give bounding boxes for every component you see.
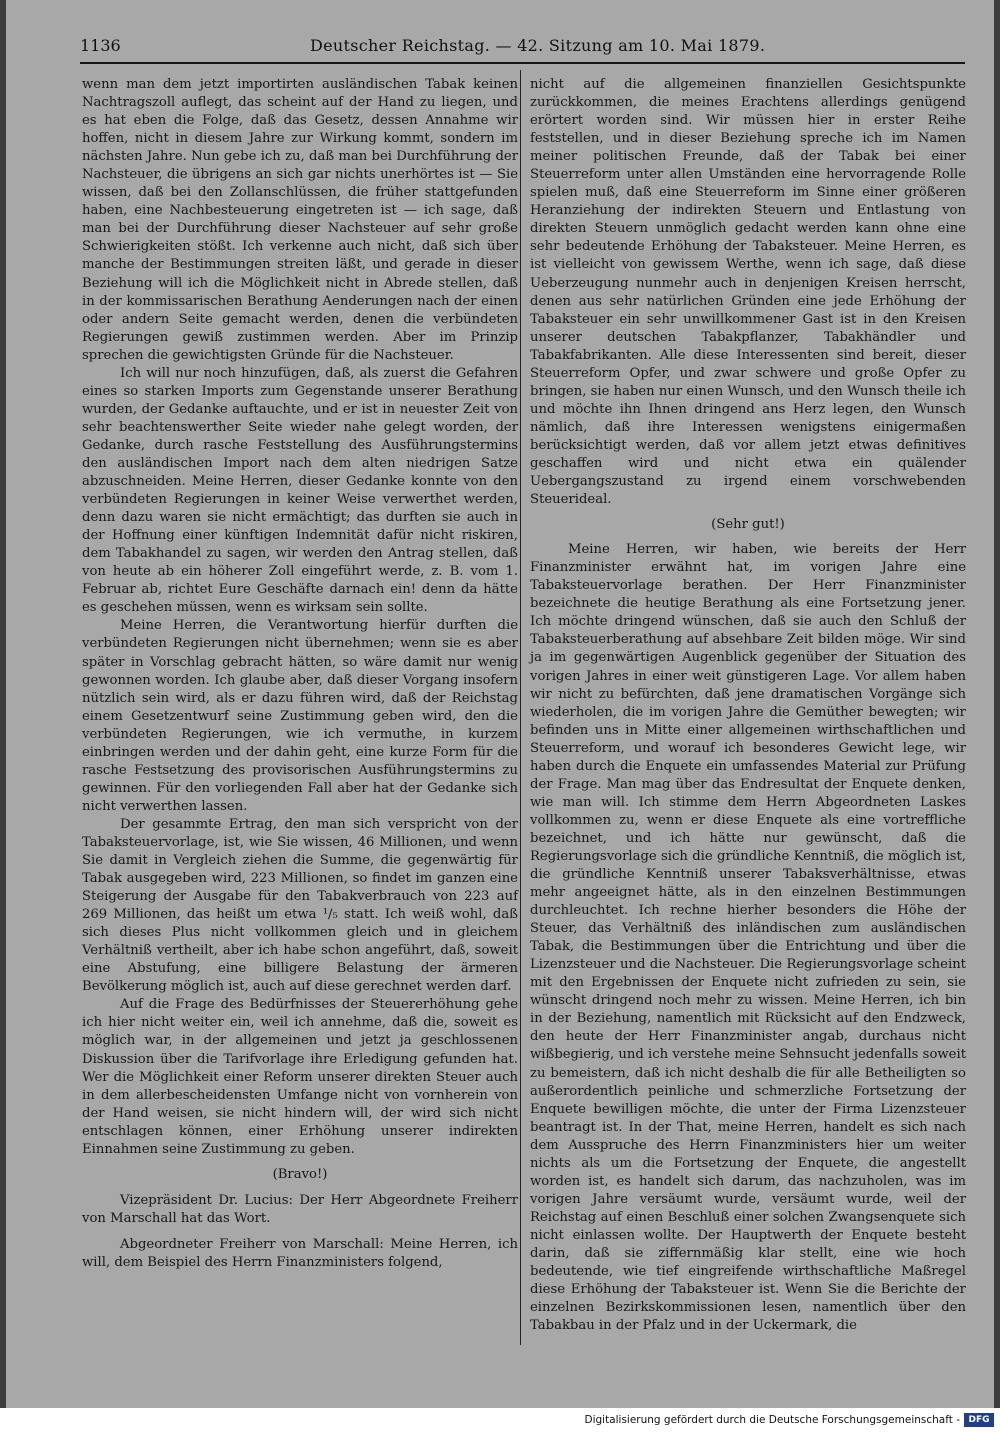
left-paragraph-5: Auf die Frage des Bedürfnisses der Steuererhöhung gehe ich hier nicht weiter ein, weil ich annehme, daß die, soweit es möglich war, in der allgemeinen und jetzt ja geschlossenen Diskussion über die Tarifvorlage ihre Erledigung gefunden hat. Wer die Möglichkeit einer Reform unserer direkten Steuer auch in dem allerbescheidensten Umfange nicht von vornherein von der Hand weisen, sie nicht hindern will, der wird sich nicht entschlagen können, einer Erhöhung unserer indirekten Einnahmen seine Zustimmung zu geben. xyxy=(82,997,518,1157)
left-paragraph-4: Der gesammte Ertrag, den man sich verspricht von der Tabaksteuervorlage, ist, wie Sie wissen, 46 Millionen, und wenn Sie damit in Vergleich ziehen die Summe, die gegenwärtig für Tabak ausgegeben wird, 223 Millionen, so findet im ganzen eine Steigerung der Ausgabe für den Tabakverbrauch von 223 auf 269 Millionen, das heißt um etwa ¹/₅ statt. Ich weiß wohl, daß sich dieses Plus nicht vollkommen gleich und in gleichem Verhältniß vertheilt, aber ich habe schon angeführt, daß, soweit eine Abstufung, eine billigere Belastung der ärmeren Bevölkerung möglich ist, auch auf diese gerechnet werden darf. xyxy=(82,816,518,995)
right-paragraph-1: nicht auf die allgemeinen finanziellen Gesichtspunkte zurückkommen, die meines Erachtens allerdings genügend erörtert worden sind. Wir müssen hier in erster Reihe feststellen, und in dieser Beziehung spreche ich im Namen meiner politischen Freunde, daß der Tabak bei einer Steuerreform unter allen Umständen eine hervorragende Rolle spielen muß, daß eine Steuerreform im Sinne einer größeren Heranziehung der indirekten Steuern und Entlastung von direkten Steuern unmöglich gedacht werden kann ohne eine sehr bedeutende Erhöhung der Tabaksteuer. Meine Herren, es ist vielleicht von gewissem Werthe, wenn ich sage, daß diese Ueberzeugung nunmehr auch in denjenigen Kreisen herrscht, denen aus sehr natürlichen Gründen eine jede Erhöhung der Tabaksteuer ein sehr unwillkommener Gast ist in den Kreisen unserer deutschen Tabakpflanzer, Tabakhändler und Tabakfabrikanten. Alle diese Interessenten sind bereit, dieser Steuerreform Opfer, und zwar schwere und große Opfer zu bringen, sie haben nur einen Wunsch, und den Wunsch theile ich und möchte ihn Ihnen dringend ans Herz legen, den Wunsch nämlich, daß ihre Interessen wenigstens einigermaßen berücksichtigt werden, daß vor allem jetzt etwas definitives geschaffen wird und nicht etwa ein quälender Uebergangszustand zu irgend einem vorschwebenden Steuerideal. xyxy=(530,77,966,508)
left-paragraph-1: wenn man dem jetzt importirten ausländischen Tabak keinen Nachtragszoll auflegt, das scheint auf der Hand zu liegen, und es hat eben die Folge, daß das Gesetz, dessen Annahme wir hoffen, nicht in diesem Jahre zur Wirkung kommt, sondern im nächsten Jahre. Nun gebe ich zu, daß man bei Durchführung der Nachsteuer, die übrigens an sich gar nichts unerhörtes ist — Sie wissen, daß bei den Zollanschlüssen, die früher stattgefunden haben, eine Nachbesteuerung eingetreten ist — ich sage, daß man bei der Durchführung dieser Nachsteuer auf sehr große Schwierigkeiten stößt. Ich verkenne auch nicht, daß sich über manche der Bestimmungen streiten läßt, und gerade in dieser Beziehung will ich die Möglichkeit nicht in Abrede stellen, daß in der kommissarischen Berathung Aenderungen nach der einen oder andern Seite gemacht werden, denen die verbündeten Regierungen gewiß zustimmen werden. Aber im Prinzip sprechen die gewichtigsten Gründe für die Nachsteuer. xyxy=(82,77,518,363)
page-number: 1136 xyxy=(80,36,121,55)
left-paragraph-2: Ich will nur noch hinzufügen, daß, als zuerst die Gefahren eines so starken Imports zum Gegenstande unserer Berathung wurden, der Gedanke auftauchte, und er ist in neuester Zeit von sehr beachtenswerther Seite wieder nahe gelegt worden, der Gedanke, durch rasche Feststellung des Ausführungstermins den ausländischen Import nach dem alten niedrigen Satze abzuschneiden. Meine Herren, dieser Gedanke konnte von den verbündeten Regierungen in keiner Weise verwerthet werden, denn dazu waren sie nicht ermächtigt; das durften sie auch in der Hoffnung einer künftigen Indemnität dafür nicht riskiren, dem Tabakhandel zu sagen, wir werden den Antrag stellen, daß von heute ab ein höherer Zoll eingeführt werde, z. B. vom 1. Februar ab, richtet Eure Geschäfte darnach ein! denn da hätte es geschehen müssen, wenn es wirksam sein sollte. xyxy=(82,365,518,616)
page-header xyxy=(80,36,965,64)
running-title: Deutscher Reichstag. — 42. Sitzung am 10. Mai 1879. xyxy=(310,36,766,55)
sehr-gut-interjection: (Sehr gut!) xyxy=(711,517,785,533)
speaker-line: Abgeordneter Freiherr von Marschall: Meine Herren, ich will, dem Beispiel des Herrn Finanzministers folgend, xyxy=(82,1236,518,1270)
left-paragraph-3: Meine Herren, die Verantwortung hierfür durften die verbündeten Regierungen nicht übernehmen; wenn sie es aber später in Vorschlag gebracht hätten, so wäre damit nur wenig gewonnen worden. Ich glaube aber, daß dieser Vorgang insofern nützlich sein wird, als er dazu führen wird, daß der Reichstag einem Gesetzentwurf seine Zustimmung geben wird, den die verbündeten Regierungen, wie ich vermuthe, in kurzem einbringen werden und der dahin geht, eine kurze Form für die rasche Festsetzung des provisorischen Ausführungstermins zu gewinnen. Für den vorliegenden Fall aber hat der Gedanke sich nicht verwerthen lassen. xyxy=(82,618,518,814)
column-divider xyxy=(520,70,521,1345)
scan-edge-left xyxy=(0,0,6,1408)
right-column xyxy=(530,76,966,1335)
dfg-logo: DFG xyxy=(964,1413,994,1427)
right-paragraph-2: Meine Herren, wir haben, wie bereits der Herr Finanzminister erwähnt hat, im vorigen Jahre eine Tabaksteuervorlage berathen. Der Herr Finanzminister bezeichnete die heutige Berathung als eine Fortsetzung jener. Ich möchte dringend wünschen, daß sie auch den Schluß der Tabaksteuerberathung auf absehbare Zeit bilden möge. Wir sind ja im gegenwärtigen Augenblick gegenüber der Situation des vorigen Jahres in einer weit günstigeren Lage. Vor allem haben wir nicht zu befürchten, daß jene dramatischen Vorgänge sich wiederholen, die im vorigen Jahre die Gemüther bewegten; wir befinden uns in Mitte einer allgemeinen wirthschaftlichen und Steuerreform, und worauf ich besonderes Gewicht lege, wir haben durch die Enquete ein umfassendes Material zur Prüfung der Frage. Man mag über das Endresultat der Enquete denken, wie man will. Ich stimme dem Herrn Abgeordneten Laskes vollkommen zu, wenn er diese Enquete als eine vortreffliche bezeichnet, und ich hätte nur gewünscht, daß die Regierungsvorlage sich die gründliche Kenntniß, die möglich ist, die gründliche Kenntniß unserer Tabaksverhältnisse, etwas mehr angeeignet hätte, als in den einzelnen Bestimmungen durchleuchtet. Ich rechne hierher besonders die Höhe der Steuer, das Verhältniß des inländischen zum ausländischen Tabak, die Bestimmungen über die Entrichtung und über die Lizenzsteuer und die Nachsteuer. Die Regierungsvorlage scheint mit den Ergebnissen der Enquete nicht zufrieden zu sein, sie wünscht dringend noch mehr zu wissen. Meine Herren, ich bin in der Beziehung, namentlich mit Rücksicht auf den Endzweck, den heute der Herr Finanzminister angab, durchaus nicht wißbegierig, und ich verstehe meine Sehnsucht jedenfalls soweit zu bemeistern, daß ich nicht deshalb die für alle Betheiligten so außerordentlich peinliche und schmerzliche Fortsetzung der Enquete bewilligen möchte, die unter der Firma Lizenzsteuer beantragt ist. In der That, meine Herren, handelt es sich nach dem Ausspruche des Herrn Finanzministers hier um weiter nichts als um die Fortsetzung der Enquete, die angestellt worden ist, es handelt sich darum, das nachzuholen, was im vorigen Jahre versäumt wurde, versäumt wurde, weil der Reichstag auf einen Beschluß einer solchen Zwangsenquete sich nicht einlassen wollte. Der Hauptwerth der Enquete besteht darin, daß sie ziffernmäßig klar stellt, eine wie hoch bedeutende, wie tief eingreifende wirthschaftliche Maßregel diese Erhöhung der Tabaksteuer ist. Wenn Sie die Berichte der einzelnen Bezirkskommissionen lesen, namentlich über den Tabakbau in der Pfalz und in der Uckermark, die xyxy=(530,542,966,1334)
bravo-interjection: (Bravo!) xyxy=(272,1166,328,1182)
funding-credit: Digitalisierung gefördert durch die Deutsche Forschungsgemeinschaft - xyxy=(584,1414,960,1426)
footer-bar xyxy=(0,1408,1000,1432)
scan-edge-right xyxy=(994,0,1000,1408)
left-column xyxy=(82,76,518,1272)
vice-president-line: Vizepräsident Dr. Lucius: Der Herr Abgeordnete Freiherr von Marschall hat das Wort. xyxy=(82,1192,518,1226)
